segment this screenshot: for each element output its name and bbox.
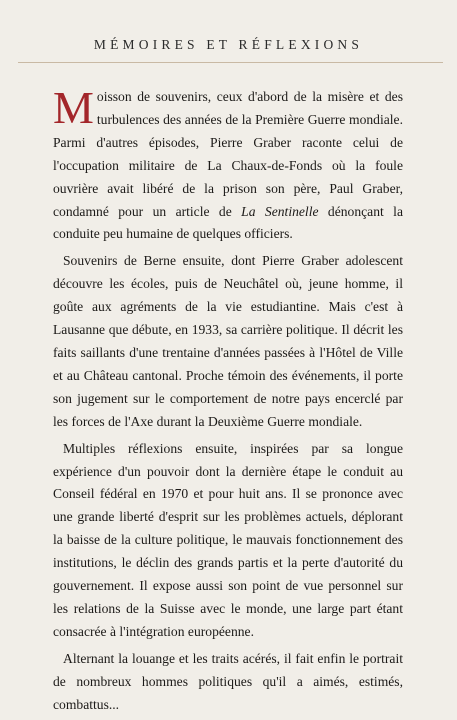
drop-cap: M bbox=[53, 82, 94, 133]
paragraph-3: Multiples réflexions ensuite, inspirées par sa longue expérience d'un pouvoir dont la dernière étape le conduit au Conseil fédéral en 1970 et pour huit ans. Il se prononce avec une grande liberté d'esprit sur les problèmes actuels, déplorant la baisse de la culture politique, le mauvais fonctionnement des institutions, le déclin des grands partis et la perte d'autorité du gouvernement. Il expose aussi son point de vue personnel sur les relations de la Suisse avec le monde, une large part étant consacrée à l'intégration européenne. bbox=[53, 440, 403, 639]
blurb-text bbox=[53, 82, 403, 720]
paragraph-1-text-end: dénonçant la conduite peu humaine de quelques officiers. bbox=[53, 203, 403, 242]
paragraph-1 bbox=[53, 82, 403, 246]
publication-title: La Sentinelle bbox=[241, 203, 319, 219]
section-heading: MÉMOIRES ET RÉFLEXIONS bbox=[93, 37, 364, 52]
paragraph-2: Souvenirs de Berne ensuite, dont Pierre Graber adolescent découvre les écoles, puis de Neuchâtel où, jeune homme, il goûte aux agréments de la vie estudiantine. Mais c'est à Lausanne que débute, en 1933, sa carrière politique. Il décrit les faits saillants d'une trentaine d'années passées à l'Hôtel de Ville et au Château cantonal. Proche témoin des événements, il porte son jugement sur le comportement de notre pays encerclé par les forces de l'Axe durant la Deuxième Guerre mondiale. bbox=[53, 253, 403, 429]
paragraph-1-text: oisson de souvenirs, ceux d'abord de la misère et des turbulences des années de la Première Guerre mondiale. Parmi d'autres épisodes, Pierre Graber raconte celui de l'occupation militaire de La Chaux-de-Fonds où la foule ouvrière avait libéré de la prison son père, Paul Graber, condamné pour un article de bbox=[53, 89, 403, 219]
paragraph-4: Alternant la louange et les traits acérés, il fait enfin le portrait de nombreux hommes politiques qu'il a aimés, estimés, combattus... bbox=[53, 650, 403, 712]
divider bbox=[18, 62, 443, 63]
